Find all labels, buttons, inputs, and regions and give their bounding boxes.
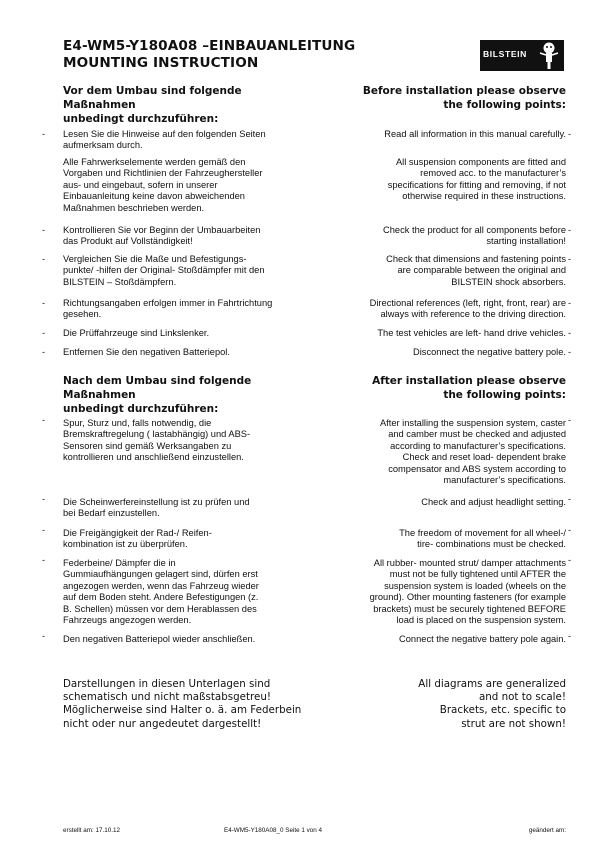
before-item-de bbox=[63, 129, 288, 152]
before-item-en-line: Directional references (left, right, front, rear) are bbox=[369, 298, 566, 308]
before-item-de-line: Die Prüffahrzeuge sind Linkslenker. bbox=[63, 328, 210, 338]
closing-en-line: All diagrams are generalized bbox=[418, 678, 566, 690]
before-item-en-line: All suspension components are fitted and bbox=[395, 157, 566, 167]
before-item-en bbox=[334, 298, 566, 321]
after-item-de-line: Gummiaufhängungen gelagert sind, dürfen erst bbox=[63, 569, 258, 580]
closing-en-line: strut are not shown! bbox=[461, 717, 566, 730]
after-heading-en-line: the following points: bbox=[443, 389, 566, 401]
bullet-dash-left: - bbox=[42, 347, 46, 357]
closing-de-line: Möglicherweise sind Halter o. ä. am Federbein bbox=[63, 704, 302, 717]
after-item-en-line: and camber must be checked and adjusted bbox=[388, 429, 566, 440]
before-heading-de-line: Vor dem Umbau sind folgende Maßnahmen bbox=[63, 85, 242, 111]
after-item-de bbox=[63, 528, 288, 551]
footer-created: erstellt am: 17.10.12 bbox=[63, 827, 121, 834]
before-item-de-line: das Produkt auf Vollständigkeit! bbox=[63, 236, 193, 247]
before-item-en-line: otherwise required in these instructions. bbox=[402, 191, 566, 202]
before-item-de bbox=[63, 254, 288, 288]
before-item-de-line: Vergleichen Sie die Maße und Befestigungs- bbox=[63, 254, 247, 264]
footer-changed: geändert am: bbox=[528, 827, 566, 834]
bullet-dash-right: - bbox=[568, 129, 572, 139]
before-item-de-line: Richtungsangaben erfolgen immer in Fahrtrichtung bbox=[63, 298, 273, 308]
after-item-en bbox=[334, 528, 566, 551]
after-item-en-line: must not be fully tightened until AFTER the bbox=[389, 569, 566, 580]
before-item-de-line: punkte/ -hilfen der Original- Stoßdämpfer mit den bbox=[63, 265, 265, 276]
before-item-de bbox=[63, 328, 288, 339]
after-item-en-line: suspension system is loaded (wheels on the bbox=[384, 580, 566, 591]
before-item-en-line: always with reference to the driving direction. bbox=[380, 309, 566, 320]
after-item-en-line: Check and adjust headlight setting. bbox=[421, 497, 566, 507]
bullet-dash-left: - bbox=[42, 494, 46, 504]
after-item-de-line: B. Schellen) müssen vor dem Herablassen des bbox=[63, 603, 257, 614]
bilstein-logo bbox=[480, 40, 564, 71]
bullet-dash-right: - bbox=[568, 298, 572, 308]
bullet-dash-right: - bbox=[568, 494, 572, 504]
closing-de-line: schematisch und nicht maßstabsgetreu! bbox=[63, 691, 272, 704]
after-item-de-line: Sensoren sind gemäß Werksangaben zu bbox=[63, 440, 232, 451]
after-item-de-line: angezogen werden, wenn das Fahrzeug wieder bbox=[63, 580, 259, 591]
after-item-de-line: Federbeine/ Dämpfer die in bbox=[63, 558, 176, 568]
after-item-de-line: Die Scheinwerfereinstellung ist zu prüfen und bbox=[63, 497, 250, 507]
closing-note-de bbox=[63, 678, 303, 731]
before-item-en bbox=[334, 347, 566, 358]
after-item-en-line: brackets) must be securely tightened BEFORE bbox=[373, 603, 566, 614]
before-item-de bbox=[63, 157, 288, 214]
before-item-en-line: are comparable between the original and bbox=[397, 265, 566, 276]
before-item-en-line: BILSTEIN shock absorbers. bbox=[451, 276, 566, 287]
before-item-de-line: Vorgaben und Richtlinien der Fahrzeughersteller bbox=[63, 168, 263, 179]
before-heading-en-line: the following points: bbox=[443, 99, 566, 111]
bullet-dash-left: - bbox=[42, 129, 46, 139]
bullet-dash-left: - bbox=[42, 555, 46, 565]
before-item-de-line: Lesen Sie die Hinweise auf den folgenden Seiten bbox=[63, 129, 266, 139]
bullet-dash-right: - bbox=[568, 525, 572, 535]
bullet-dash-right: - bbox=[568, 328, 572, 338]
after-item-de bbox=[63, 558, 288, 626]
after-item-de bbox=[63, 634, 288, 645]
bullet-dash-left: - bbox=[42, 415, 46, 425]
before-heading-de-line: unbedingt durchzuführen: bbox=[63, 113, 219, 125]
after-item-en-line: All rubber- mounted strut/ damper attachments bbox=[373, 558, 566, 568]
before-item-de-line: Alle Fahrwerkselemente werden gemäß den bbox=[63, 157, 246, 167]
title-line-1: E4-WM5-Y180A08 –EINBAUANLEITUNG bbox=[63, 38, 356, 54]
after-item-en-line: load is placed on the suspension system. bbox=[396, 615, 566, 626]
footer-document-id: E4-WM5-Y180A08_0 Seite 1 von 4 bbox=[224, 827, 323, 834]
bullet-dash-right: - bbox=[568, 254, 572, 264]
before-item-en-line: removed acc. to the manufacturer’s bbox=[420, 168, 566, 179]
after-item-de-line: Den negativen Batteriepol wieder anschließen. bbox=[63, 634, 256, 644]
before-heading-de bbox=[63, 84, 303, 126]
bullet-dash-left: - bbox=[42, 525, 46, 535]
after-item-de-line: Spur, Sturz und, falls notwendig, die bbox=[63, 418, 212, 428]
before-item-de-line: Einbauanleitung keine davon abweichenden bbox=[63, 191, 245, 202]
after-item-de-line: Bremskraftregelung ( lastabhängig) und ABS- bbox=[63, 429, 251, 440]
closing-de-line: Darstellungen in diesen Unterlagen sind bbox=[63, 678, 271, 690]
after-heading-de bbox=[63, 374, 303, 416]
after-heading-de-line: Nach dem Umbau sind folgende Maßnahmen bbox=[63, 375, 252, 401]
after-item-de-line: Die Freigängigkeit der Rad-/ Reifen- bbox=[63, 528, 212, 538]
after-item-de-line: kombination ist zu überprüfen. bbox=[63, 539, 188, 550]
before-item-de-line: gesehen. bbox=[63, 309, 102, 320]
shock-absorber-mascot-icon bbox=[536, 41, 562, 70]
bullet-dash-right: - bbox=[568, 347, 572, 357]
closing-en-line: and not to scale! bbox=[478, 691, 566, 704]
document-title bbox=[63, 38, 443, 72]
after-item-en-line: After installing the suspension system, caster bbox=[379, 418, 566, 428]
closing-en-line: Brackets, etc. specific to bbox=[439, 704, 566, 717]
before-item-en bbox=[334, 157, 566, 203]
bullet-dash-left: - bbox=[42, 631, 46, 641]
before-item-en-line: Disconnect the negative battery pole. bbox=[413, 347, 566, 357]
after-item-en-line: Check and reset load- dependent brake bbox=[402, 452, 566, 463]
before-item-de-line: Entfernen Sie den negativen Batteriepol. bbox=[63, 347, 230, 357]
after-item-en-line: ground). Other mounting fasteners (for example bbox=[369, 592, 566, 603]
before-item-en-line: The test vehicles are left- hand drive vehicles. bbox=[377, 328, 566, 338]
before-item-de-line: Kontrollieren Sie vor Beginn der Umbauarbeiten bbox=[63, 225, 261, 235]
logo-text: BILSTEIN bbox=[483, 49, 527, 59]
before-item-en bbox=[334, 254, 566, 288]
bullet-dash-left: - bbox=[42, 254, 46, 264]
after-item-de bbox=[63, 497, 288, 520]
after-heading-en-line: After installation please observe bbox=[372, 375, 566, 387]
after-item-de-line: kontrollieren und anschließend einzustellen. bbox=[63, 452, 244, 463]
before-item-de-line: aufmerksam durch. bbox=[63, 140, 143, 151]
before-item-en bbox=[334, 328, 566, 339]
after-item-de-line: Fahrzeugs angezogen werden. bbox=[63, 615, 192, 626]
title-line-2: MOUNTING INSTRUCTION bbox=[63, 55, 259, 71]
before-item-de-line: BILSTEIN – Stoßdämpfern. bbox=[63, 276, 177, 287]
bullet-dash-right: - bbox=[568, 225, 572, 235]
after-item-de-line: auf dem Boden steht. Andere Befestigungen (z. bbox=[63, 592, 259, 603]
before-heading-en-line: Before installation please observe bbox=[362, 85, 566, 97]
after-item-de-line: bei Bedarf einzustellen. bbox=[63, 508, 160, 519]
after-item-en-line: Connect the negative battery pole again. bbox=[399, 634, 566, 644]
after-item-en bbox=[334, 418, 566, 486]
after-item-en-line: manufacturer’s specifications. bbox=[443, 475, 566, 486]
before-item-en-line: Check the product for all components before bbox=[383, 225, 566, 235]
before-item-en-line: Check that dimensions and fastening points bbox=[386, 254, 566, 264]
before-item-de-line: Maßnahmen beschrieben werden. bbox=[63, 202, 205, 213]
before-item-de bbox=[63, 298, 288, 321]
after-item-en-line: compensator and ABS system according to bbox=[388, 463, 566, 474]
after-item-en bbox=[334, 558, 566, 626]
before-item-de bbox=[63, 225, 288, 248]
before-heading-en bbox=[326, 84, 566, 112]
after-item-en-line: The freedom of movement for all wheel-/ bbox=[399, 528, 566, 538]
before-item-de-line: aus- und eingebaut, sofern in unserer bbox=[63, 179, 218, 190]
closing-de-line: nicht oder nur angedeutet dargestellt! bbox=[63, 717, 262, 730]
before-item-en bbox=[334, 129, 566, 140]
after-item-en-line: according to manufacturer’s specifications. bbox=[390, 440, 566, 451]
before-item-de bbox=[63, 347, 288, 358]
bullet-dash-left: - bbox=[42, 298, 46, 308]
closing-note-en bbox=[326, 678, 566, 731]
bullet-dash-left: - bbox=[42, 328, 46, 338]
before-item-en bbox=[334, 225, 566, 248]
before-item-en-line: specifications for fitting and removing, if not bbox=[387, 179, 566, 190]
before-item-en-line: Read all information in this manual carefully. bbox=[384, 129, 566, 139]
after-heading-en bbox=[326, 374, 566, 402]
after-item-de bbox=[63, 418, 288, 464]
after-item-en bbox=[334, 497, 566, 508]
after-item-en-line: tire- combinations must be checked. bbox=[417, 539, 566, 550]
before-item-en-line: starting installation! bbox=[486, 236, 566, 247]
bullet-dash-right: - bbox=[568, 415, 572, 425]
bullet-dash-right: - bbox=[568, 555, 572, 565]
bullet-dash-right: - bbox=[568, 631, 572, 641]
bullet-dash-left: - bbox=[42, 225, 46, 235]
after-heading-de-line: unbedingt durchzuführen: bbox=[63, 403, 219, 415]
after-item-en bbox=[334, 634, 566, 645]
